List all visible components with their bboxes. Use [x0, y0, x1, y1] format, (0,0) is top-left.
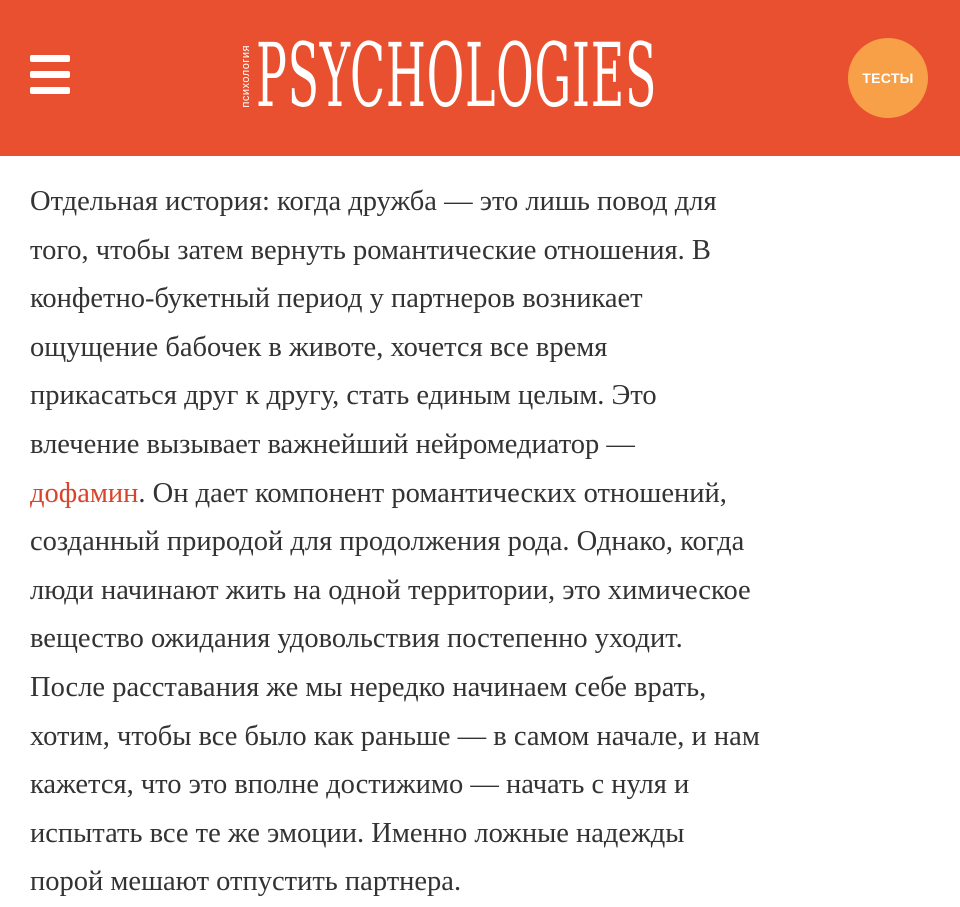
article-line-rest: . Он дает компонент романтических отношений,: [138, 477, 727, 509]
site-logo[interactable]: [240, 20, 690, 132]
article-line: порой мешают отпустить партнера.: [30, 866, 462, 898]
menu-bar-top: [30, 55, 70, 62]
article-line: испытать все те же эмоции. Именно ложные надежды: [30, 817, 685, 849]
article-line: люди начинают жить на одной территории, это химическое: [30, 574, 751, 606]
menu-bar-middle: [30, 71, 70, 78]
article-line: ощущение бабочек в животе, хочется все время: [30, 331, 608, 363]
tests-button[interactable]: ТЕСТЫ: [848, 38, 928, 118]
article-line: вещество ожидания удовольствия постепенно уходит.: [30, 623, 683, 655]
article-line: влечение вызывает важнейший нейромедиатор —: [30, 428, 635, 460]
dopamine-link[interactable]: дофамин: [30, 477, 139, 509]
article-line: После расставания же мы нередко начинаем себе врать,: [30, 671, 707, 703]
article-line: конфетно-букетный период у партнеров возникает: [30, 283, 643, 315]
article-body: [30, 178, 930, 907]
article-line: кажется, что это вполне достижимо — начать с нуля и: [30, 769, 690, 801]
article-line: Отдельная история: когда дружба — это лишь повод для: [30, 186, 717, 217]
hamburger-menu-icon[interactable]: [30, 55, 72, 95]
article-line: того, чтобы затем вернуть романтические отношения. В: [30, 234, 711, 266]
logo-side-text: психология: [240, 44, 252, 108]
article-line: созданный природой для продолжения рода. Однако, когда: [30, 526, 745, 558]
article-line-with-link: [30, 470, 930, 519]
menu-bar-bottom: [30, 87, 70, 94]
article-line: прикасаться друг к другу, стать единым целым. Это: [30, 380, 657, 412]
article-line: хотим, чтобы все было как раньше — в самом начале, и нам: [30, 720, 760, 752]
logo-wordmark: PSYCHOLOGIES: [256, 23, 658, 128]
site-header: [0, 0, 960, 156]
